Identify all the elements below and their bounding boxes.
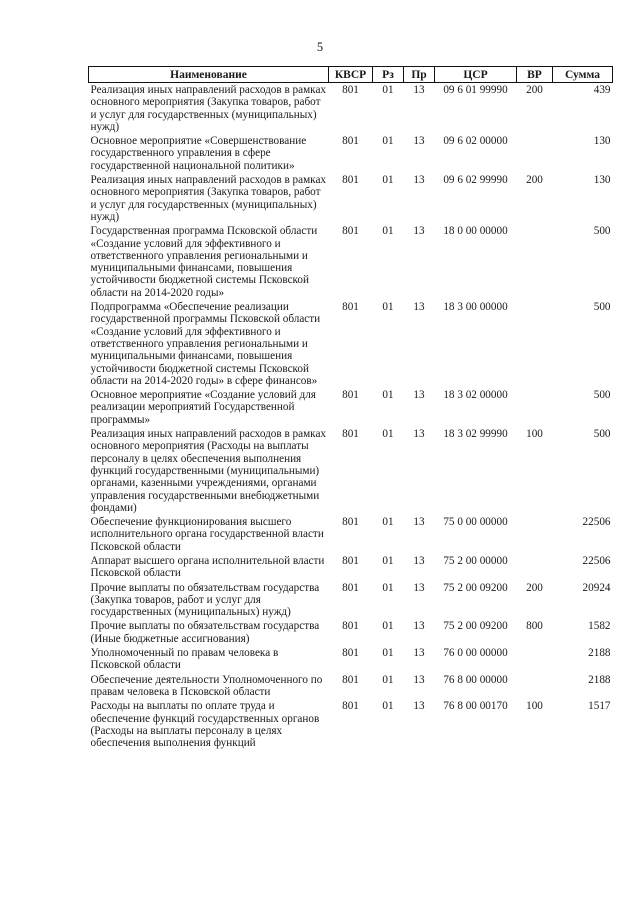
column-header-vr: ВР bbox=[517, 67, 553, 83]
cell-name: Подпрограмма «Обеспечение реализации государственной программы Псковской области «Создание условий для эффективного и ответственного управления региональными и муниципальными финансами, повышения устойчивости бюджетной системы Псковской области на 2014-2020 годы» в сфере финансов» bbox=[90, 301, 321, 387]
cell-name: Прочие выплаты по обязательствам государства (Закупка товаров, работ и услуг для государственных (муниципальных) нужд) bbox=[90, 581, 320, 619]
cell-rz: 01 bbox=[382, 554, 394, 567]
cell-sum: 500 bbox=[593, 301, 611, 314]
cell-vr: 200 bbox=[526, 581, 543, 594]
table-row bbox=[89, 83, 613, 135]
cell-rz: 01 bbox=[382, 84, 394, 96]
cell-csr: 18 3 00 00000 bbox=[443, 301, 508, 314]
table-row bbox=[89, 515, 613, 554]
column-header-kvsr: КВСР bbox=[329, 67, 373, 83]
cell-rz: 01 bbox=[382, 620, 394, 633]
table-row bbox=[89, 619, 613, 646]
cell-sum: 500 bbox=[593, 428, 611, 441]
cell-name: Основное мероприятие «Совершенствование государственного управления в сфере государственной национальной политики» bbox=[90, 135, 307, 172]
cell-kvsr: 801 bbox=[342, 225, 359, 238]
cell-vr bbox=[517, 515, 553, 554]
column-header-name: Наименование bbox=[89, 67, 329, 83]
cell-pr: 13 bbox=[413, 225, 425, 238]
cell-sum: 130 bbox=[593, 135, 611, 148]
cell-vr bbox=[517, 388, 553, 427]
column-header-sum: Сумма bbox=[553, 67, 613, 83]
cell-kvsr: 801 bbox=[342, 581, 359, 594]
cell-pr: 13 bbox=[413, 554, 425, 567]
cell-pr: 13 bbox=[413, 516, 425, 529]
cell-vr: 800 bbox=[526, 620, 543, 633]
cell-kvsr: 801 bbox=[342, 554, 359, 567]
cell-pr: 13 bbox=[413, 174, 425, 187]
cell-pr: 13 bbox=[413, 135, 425, 148]
table-row bbox=[89, 300, 613, 388]
cell-pr: 13 bbox=[413, 673, 425, 686]
cell-csr: 76 8 00 00000 bbox=[443, 673, 508, 686]
cell-rz: 01 bbox=[382, 135, 394, 148]
budget-table bbox=[88, 66, 613, 750]
table-row bbox=[89, 388, 613, 427]
cell-name: Аппарат высшего органа исполнительной власти Псковской области bbox=[90, 554, 325, 580]
cell-csr: 76 0 00 00000 bbox=[443, 647, 508, 660]
table-body bbox=[89, 83, 613, 751]
cell-kvsr: 801 bbox=[342, 174, 359, 187]
table-row bbox=[89, 699, 613, 750]
cell-name: Государственная программа Псковской области «Создание условий для эффективного и ответственного управления региональными и муниципальными финансами, повышения устойчивости бюджетной системы Псковской области на 2014-2020 годы» bbox=[90, 225, 318, 299]
cell-vr: 200 bbox=[526, 174, 543, 187]
table-row bbox=[89, 224, 613, 300]
cell-rz: 01 bbox=[382, 225, 394, 238]
cell-name: Расходы на выплаты по оплате труда и обеспечение функций государственных органов (Расходы на выплаты персоналу в целях обеспечения выполнения функций bbox=[90, 700, 320, 750]
cell-kvsr: 801 bbox=[342, 84, 359, 96]
cell-name: Реализация иных направлений расходов в рамках основного мероприятия (Расходы на выплаты персоналу в целях обеспечения выполнения функций государственными (муниципальными) органами, казенными учреждениями, органами управления государственными внебюджетными фондами) bbox=[90, 428, 327, 514]
cell-sum: 22506 bbox=[582, 554, 611, 567]
table-header-row bbox=[89, 67, 613, 83]
cell-sum: 2188 bbox=[588, 647, 611, 660]
table-row bbox=[89, 673, 613, 700]
cell-rz: 01 bbox=[382, 301, 394, 314]
cell-pr: 13 bbox=[413, 428, 425, 441]
cell-vr: 200 bbox=[526, 84, 543, 96]
cell-pr: 13 bbox=[413, 581, 425, 594]
cell-csr: 09 6 02 99990 bbox=[443, 174, 508, 187]
cell-name: Реализация иных направлений расходов в рамках основного мероприятия (Закупка товаров, работ и услуг для государственных (муниципальных) нужд) bbox=[90, 84, 327, 133]
cell-sum: 130 bbox=[593, 174, 611, 187]
cell-kvsr: 801 bbox=[342, 389, 359, 402]
cell-csr: 18 3 02 99990 bbox=[443, 428, 508, 441]
cell-csr: 75 2 00 09200 bbox=[443, 620, 508, 633]
table-row bbox=[89, 173, 613, 224]
cell-csr: 75 2 00 09200 bbox=[443, 581, 508, 594]
cell-kvsr: 801 bbox=[342, 428, 359, 441]
cell-csr: 75 0 00 00000 bbox=[443, 516, 508, 529]
cell-vr bbox=[517, 646, 553, 673]
cell-vr bbox=[517, 673, 553, 700]
cell-vr bbox=[517, 300, 553, 388]
cell-csr: 75 2 00 00000 bbox=[443, 554, 508, 567]
cell-vr bbox=[517, 554, 553, 581]
cell-name: Прочие выплаты по обязательствам государства (Иные бюджетные ассигнования) bbox=[90, 620, 320, 645]
cell-sum: 1582 bbox=[588, 620, 611, 633]
cell-rz: 01 bbox=[382, 673, 394, 686]
cell-csr: 18 3 02 00000 bbox=[443, 389, 508, 402]
cell-rz: 01 bbox=[382, 700, 394, 713]
table-row bbox=[89, 646, 613, 673]
cell-name: Обеспечение деятельности Уполномоченного по правам человека в Псковской области bbox=[90, 673, 323, 698]
cell-vr: 100 bbox=[526, 428, 543, 441]
cell-kvsr: 801 bbox=[342, 647, 359, 660]
table-row bbox=[89, 554, 613, 581]
cell-rz: 01 bbox=[382, 647, 394, 660]
table-row bbox=[89, 427, 613, 515]
page-number: 5 bbox=[316, 40, 324, 54]
cell-sum: 2188 bbox=[588, 673, 611, 686]
column-header-pr: Пр bbox=[404, 67, 435, 83]
cell-kvsr: 801 bbox=[342, 135, 359, 148]
cell-rz: 01 bbox=[382, 581, 394, 594]
table-row bbox=[89, 134, 613, 173]
cell-sum: 22506 bbox=[582, 516, 611, 529]
cell-sum: 500 bbox=[593, 225, 611, 238]
cell-name: Основное мероприятие «Создание условий для реализации мероприятий Государственной программы» bbox=[90, 389, 316, 426]
cell-pr: 13 bbox=[413, 700, 425, 713]
cell-name: Обеспечение функционирования высшего исполнительного органа государственной власти Псковской области bbox=[90, 516, 324, 553]
cell-kvsr: 801 bbox=[342, 620, 359, 633]
cell-vr bbox=[517, 224, 553, 300]
cell-rz: 01 bbox=[382, 428, 394, 441]
cell-csr: 09 6 01 99990 bbox=[443, 84, 508, 96]
cell-kvsr: 801 bbox=[342, 700, 359, 713]
cell-sum: 1517 bbox=[588, 700, 611, 713]
cell-csr: 09 6 02 00000 bbox=[443, 135, 508, 148]
cell-sum: 20924 bbox=[582, 581, 611, 594]
cell-pr: 13 bbox=[413, 389, 425, 402]
cell-rz: 01 bbox=[382, 389, 394, 402]
cell-sum: 500 bbox=[593, 389, 611, 402]
cell-name: Уполномоченный по правам человека в Псковской области bbox=[90, 647, 279, 672]
cell-vr bbox=[517, 134, 553, 173]
cell-pr: 13 bbox=[413, 301, 425, 314]
cell-pr: 13 bbox=[413, 647, 425, 660]
cell-kvsr: 801 bbox=[342, 673, 359, 686]
cell-csr: 76 8 00 00170 bbox=[443, 700, 508, 713]
cell-pr: 13 bbox=[413, 84, 425, 96]
cell-kvsr: 801 bbox=[342, 301, 359, 314]
column-header-csr: ЦСР bbox=[435, 67, 517, 83]
cell-vr: 100 bbox=[526, 700, 543, 713]
cell-rz: 01 bbox=[382, 174, 394, 187]
table-row bbox=[89, 581, 613, 620]
cell-rz: 01 bbox=[382, 516, 394, 529]
cell-csr: 18 0 00 00000 bbox=[443, 225, 508, 238]
cell-pr: 13 bbox=[413, 620, 425, 633]
cell-kvsr: 801 bbox=[342, 516, 359, 529]
cell-name: Реализация иных направлений расходов в рамках основного мероприятия (Закупка товаров, работ и услуг для государственных (муниципальных) нужд) bbox=[90, 174, 327, 223]
column-header-rz: Рз bbox=[373, 67, 404, 83]
cell-sum: 439 bbox=[593, 84, 611, 96]
